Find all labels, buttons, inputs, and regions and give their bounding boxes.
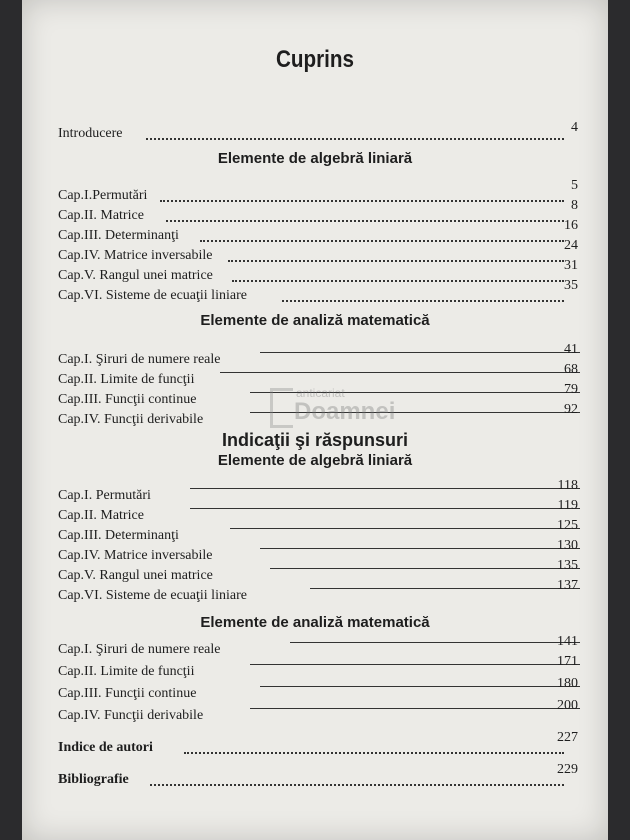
- toc-entry: [22, 654, 608, 682]
- toc-entry: [22, 538, 608, 566]
- leader-rule: [260, 352, 580, 353]
- toc-entry-label: Indice de autori: [58, 740, 153, 755]
- toc-entry: [22, 218, 608, 246]
- section-heading-analysis: Elemente de analiză matematică: [200, 312, 430, 329]
- toc-entry-label: Cap.I.Permutări: [58, 188, 148, 203]
- section-heading-algebra: Elemente de algebră liniară: [217, 150, 413, 167]
- leader-rule: [290, 642, 580, 643]
- dot-leader: [166, 220, 564, 222]
- toc-entry-page: 118: [557, 478, 578, 493]
- toc-entry-page: 171: [557, 654, 578, 669]
- toc-entry-page: 227: [557, 730, 578, 745]
- toc-entry: [22, 238, 608, 266]
- toc-entry-label: Cap.IV. Matrice inversabile: [58, 548, 213, 563]
- toc-entry-page: 137: [557, 578, 578, 593]
- toc-entry: [22, 698, 608, 726]
- toc-entry-page: 141: [557, 634, 578, 649]
- leader-rule: [250, 708, 580, 709]
- toc-entry-label: Cap.II. Limite de funcţii: [58, 372, 195, 387]
- toc-entry: [22, 258, 608, 286]
- toc-entry-page: 229: [557, 762, 578, 777]
- toc-entry-label: Cap.III. Funcţii continue: [58, 686, 197, 701]
- toc-entry-label: Cap.III. Determinanţi: [58, 228, 179, 243]
- bracket-icon: [270, 388, 293, 428]
- toc-entry-page: 5: [571, 178, 578, 193]
- toc-entry-page: 35: [564, 278, 578, 293]
- leader-rule: [230, 528, 580, 529]
- toc-entry-label: Cap.IV. Matrice inversabile: [58, 248, 213, 263]
- leader-rule: [260, 548, 580, 549]
- dot-leader: [160, 200, 564, 202]
- dot-leader: [228, 260, 564, 262]
- toc-entry-page: 135: [557, 558, 578, 573]
- toc-entry-page: 125: [557, 518, 578, 533]
- dot-leader: [146, 138, 564, 140]
- dot-leader: [232, 280, 564, 282]
- toc-entry-page: 41: [564, 342, 578, 357]
- toc-entry: [22, 278, 608, 306]
- toc-entry-page: 31: [564, 258, 578, 273]
- leader-rule: [190, 508, 580, 509]
- toc-entry-page: 130: [557, 538, 578, 553]
- leader-rule: [310, 588, 580, 589]
- toc-entry-label: Cap.V. Rangul unei matrice: [58, 568, 213, 583]
- watermark-line2: Doamnei: [294, 398, 396, 425]
- toc-entry-label: Cap.II. Limite de funcţii: [58, 664, 195, 679]
- toc-entry-label: Cap.IV. Funcţii derivabile: [58, 708, 204, 723]
- toc-entry: [22, 518, 608, 546]
- leader-rule: [270, 568, 580, 569]
- toc-entry: [22, 634, 608, 660]
- toc-entry-label: Bibliografie: [58, 772, 129, 787]
- dot-leader: [282, 300, 564, 302]
- watermark-line1: anticariat: [296, 386, 345, 400]
- part-heading-answers: Indicaţii şi răspunsuri: [221, 430, 409, 450]
- toc-entry: [22, 498, 608, 526]
- toc-entry-label: Cap.II. Matrice: [58, 208, 144, 223]
- toc-entry-introduction: [22, 120, 608, 144]
- leader-rule: [250, 664, 580, 665]
- toc-entry-label: Cap.III. Funcţii continue: [58, 392, 197, 407]
- toc-entry-label: Cap.I. Permutări: [58, 488, 151, 503]
- toc-entry-label: Cap.I. Şiruri de numere reale: [58, 642, 221, 657]
- toc-entry: [22, 558, 608, 586]
- toc-entry-page: 180: [557, 676, 578, 691]
- toc-entry-page: 79: [564, 382, 578, 397]
- dot-leader: [150, 784, 564, 786]
- toc-entry-page: 200: [557, 698, 578, 713]
- toc-entry-label: Cap.II. Matrice: [58, 508, 144, 523]
- watermark-logo: [270, 386, 430, 426]
- toc-entry-page: 68: [564, 362, 578, 377]
- dot-leader: [200, 240, 564, 242]
- toc-entry-label: Cap.VI. Sisteme de ecuaţii liniare: [58, 588, 247, 603]
- toc-entry: [22, 198, 608, 226]
- leader-rule: [190, 488, 580, 489]
- toc-entry-authors-index: [22, 730, 608, 758]
- toc-entry-label: Cap.V. Rangul unei matrice: [58, 268, 213, 283]
- toc-entry-page: 92: [564, 402, 578, 417]
- toc-entry-label: Cap.III. Determinanţi: [58, 528, 179, 543]
- toc-entry-label: Cap.I. Şiruri de numere reale: [58, 352, 221, 367]
- toc-entry-page: 8: [571, 198, 578, 213]
- toc-entry-page: 4: [571, 120, 578, 135]
- toc-entry-bibliography: [22, 762, 608, 790]
- toc-entry-label: Introducere: [58, 126, 123, 141]
- section-heading-algebra-answers: Elemente de algebră liniară: [217, 452, 413, 469]
- toc-entry-page: 24: [564, 238, 578, 253]
- toc-entry-page: 16: [564, 218, 578, 233]
- toc-entry: [22, 178, 608, 206]
- toc-entry: [22, 478, 608, 506]
- page-title: Cuprins: [276, 46, 354, 73]
- leader-rule: [260, 686, 580, 687]
- book-page: [22, 0, 608, 840]
- toc-entry: [22, 578, 608, 606]
- toc-entry-label: Cap.VI. Sisteme de ecuaţii liniare: [58, 288, 247, 303]
- toc-entry: [22, 342, 608, 370]
- toc-entry-page: 119: [557, 498, 578, 513]
- leader-rule: [220, 372, 580, 373]
- dot-leader: [184, 752, 564, 754]
- section-heading-analysis-answers: Elemente de analiză matematică: [200, 614, 430, 631]
- toc-entry: [22, 676, 608, 704]
- toc-entry-label: Cap.IV. Funcţii derivabile: [58, 412, 204, 427]
